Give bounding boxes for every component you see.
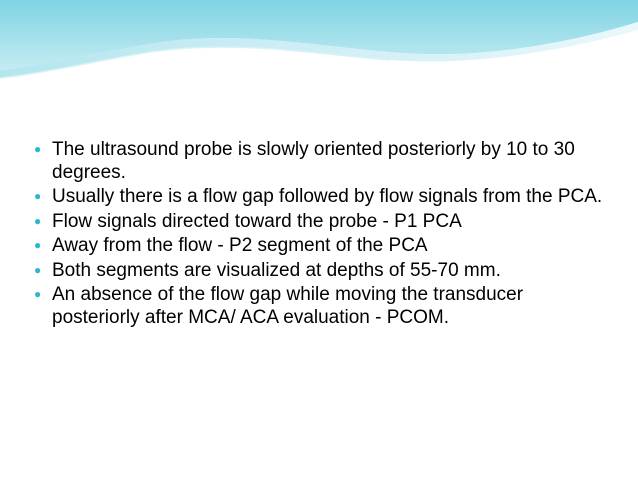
bullet-item: [34, 283, 614, 329]
bullet-item: [34, 185, 614, 208]
bullet-circle-icon: ●: [34, 286, 42, 301]
header-wave-decoration: [0, 0, 638, 92]
bullet-circle-icon: ●: [34, 142, 42, 156]
bullet-item: [34, 138, 614, 184]
bullet-circle-icon: ●: [34, 238, 42, 253]
bullet-circle-icon: ●: [34, 262, 42, 277]
bullet-text: An absence of the flow gap while moving the transducer posteriorly after MCA/ ACA evaluation - PCOM.: [52, 283, 524, 328]
bullet-text: Both segments are visualized at depths of 55-70 mm.: [52, 259, 501, 281]
bullet-item: [34, 210, 614, 233]
bullet-circle-icon: ●: [34, 189, 42, 204]
bullet-item: [34, 234, 614, 257]
bullet-circle-icon: ●: [34, 213, 42, 228]
bullet-text: Flow signals directed toward the probe - P1 PCA: [52, 210, 462, 232]
bullet-text: The ultrasound probe is slowly oriented posteriorly by 10 to 30 degrees.: [52, 139, 575, 183]
bullet-text: Away from the flow - P2 segment of the PCA: [52, 235, 428, 257]
bullet-text: Usually there is a flow gap followed by flow signals from the PCA.: [52, 186, 603, 208]
bullet-item: [34, 259, 614, 282]
bullet-list: [34, 138, 614, 330]
